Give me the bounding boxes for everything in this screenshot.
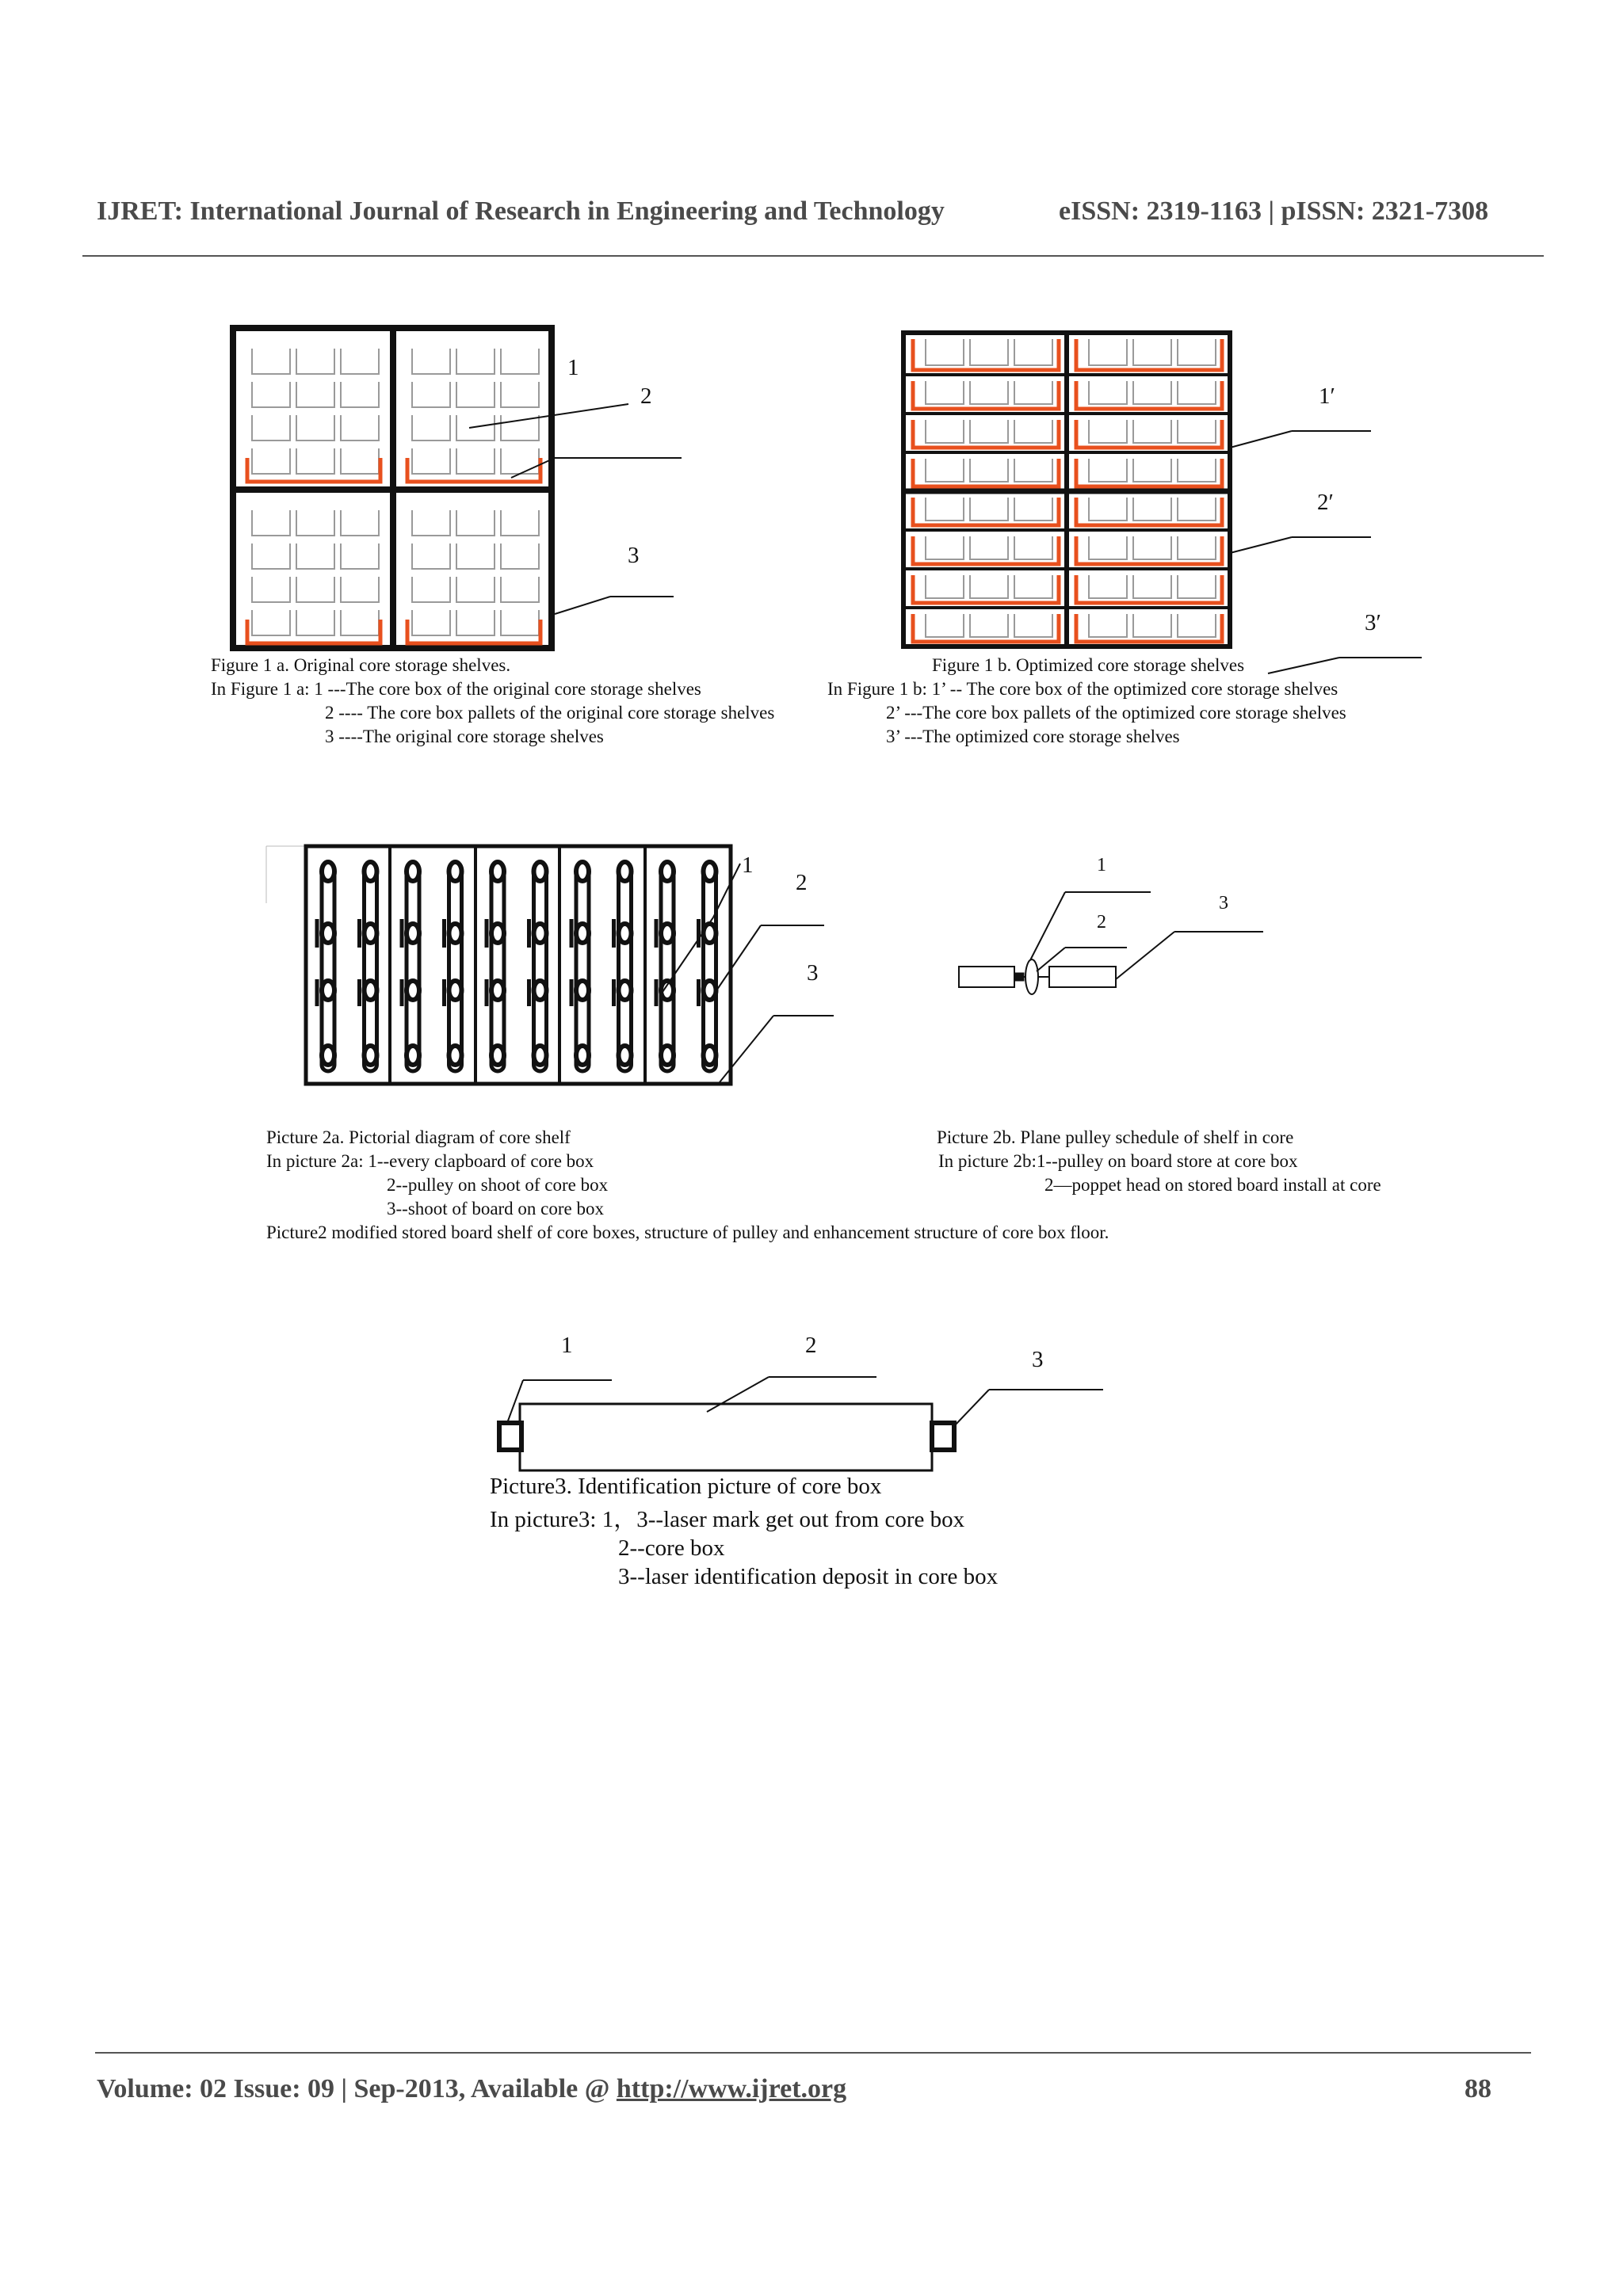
laser-mark-left <box>499 1423 521 1450</box>
core-box <box>341 415 379 441</box>
fig1b-legend-1: In Figure 1 b: 1’ -- The core box of the optimized core storage shelves <box>827 679 1338 699</box>
shoot-board <box>365 864 377 1071</box>
pulley <box>534 862 547 881</box>
pic2b-legend-2: 2—poppet head on stored board install at core <box>1044 1175 1381 1195</box>
core-box <box>501 543 539 569</box>
core-box <box>501 510 539 536</box>
leader-line-3a <box>555 597 610 614</box>
core-box <box>1133 381 1171 404</box>
core-box <box>341 577 379 602</box>
core-box <box>1133 614 1171 637</box>
core-box <box>412 543 450 569</box>
core-box <box>501 349 539 374</box>
shoot-board <box>534 864 547 1071</box>
core-box <box>412 510 450 536</box>
core-box <box>1089 459 1127 482</box>
shoot-board <box>576 864 589 1071</box>
page-number: 88 <box>1465 2074 1491 2103</box>
stored-board-right <box>1049 967 1116 987</box>
core-box <box>520 1404 932 1470</box>
pulley <box>407 862 419 881</box>
pic2a-legend-2: 2--pulley on shoot of core box <box>387 1175 609 1195</box>
footer-volume-text: Volume: 02 Issue: 09 | Sep-2013, Available @ <box>97 2074 617 2103</box>
leader-line-2a <box>511 458 555 478</box>
journal-url-link[interactable]: http://www.ijret.org <box>616 2074 847 2103</box>
core-box <box>296 349 334 374</box>
core-box <box>970 614 1008 637</box>
core-box <box>926 339 964 365</box>
core-box <box>341 610 379 635</box>
pulley <box>619 1046 632 1065</box>
core-box <box>1178 459 1216 482</box>
core-box <box>1089 498 1127 521</box>
core-box <box>926 459 964 482</box>
poppet-head <box>1014 973 1024 981</box>
pulley <box>576 981 589 1000</box>
pulley <box>704 924 716 943</box>
pulley <box>491 862 504 881</box>
pic3-legend-1: In picture3: 1，3--laser mark get out from core box <box>490 1507 965 1532</box>
pulley <box>491 924 504 943</box>
shoot-board <box>407 864 419 1071</box>
pulley <box>322 862 334 881</box>
leader-line-3 <box>954 1390 989 1426</box>
shoot-board <box>322 864 334 1071</box>
core-box <box>1089 381 1127 404</box>
header-rule <box>82 255 1544 257</box>
picture2-caption: Picture2 modified stored board shelf of core boxes, structure of pulley and enhancement structure of core box floor. <box>266 1222 1109 1242</box>
core-box <box>252 510 290 536</box>
core-box <box>1089 614 1127 637</box>
core-box <box>970 536 1008 559</box>
pulley <box>619 862 632 881</box>
pic2a-legend-3: 3--shoot of board on core box <box>387 1199 605 1219</box>
pulley <box>449 862 462 881</box>
core-box <box>456 382 495 407</box>
core-box-pallet <box>247 620 380 643</box>
core-box <box>1133 536 1171 559</box>
core-box <box>970 575 1008 598</box>
core-box-pallet <box>407 620 540 643</box>
core-box <box>296 610 334 635</box>
core-box <box>1178 339 1216 365</box>
core-box <box>970 498 1008 521</box>
core-box <box>252 415 290 441</box>
pulley <box>534 924 547 943</box>
core-box <box>456 415 495 441</box>
pulley <box>576 924 589 943</box>
core-box <box>1089 575 1127 598</box>
core-box <box>501 448 539 474</box>
pic2b-label-1: 1 <box>1097 855 1106 875</box>
fig1b-title: Figure 1 b. Optimized core storage shelves <box>932 655 1245 675</box>
core-box <box>970 459 1008 482</box>
pic3-label-2: 2 <box>805 1333 817 1358</box>
pulley <box>491 981 504 1000</box>
core-box <box>501 577 539 602</box>
core-box <box>252 543 290 569</box>
fig1a-label-3: 3 <box>628 543 640 568</box>
core-box <box>341 382 379 407</box>
fig1b-legend-2: 2’ ---The core box pallets of the optimized core storage shelves <box>886 703 1346 723</box>
core-box <box>926 498 964 521</box>
pulley <box>407 981 419 1000</box>
pic2a-legend-1: In picture 2a: 1--every clapboard of core box <box>266 1151 594 1171</box>
core-box <box>970 420 1008 443</box>
core-box <box>1089 536 1127 559</box>
core-box <box>1133 420 1171 443</box>
core-box <box>252 349 290 374</box>
core-box <box>1133 459 1171 482</box>
leader-line-2 <box>1037 948 1065 971</box>
core-box <box>926 420 964 443</box>
fig1a-title: Figure 1 a. Original core storage shelves. <box>211 655 511 675</box>
core-box <box>456 543 495 569</box>
core-box <box>501 610 539 635</box>
core-box <box>970 381 1008 404</box>
core-box <box>1014 339 1052 365</box>
core-box <box>296 543 334 569</box>
leader-line-1 <box>1030 892 1065 960</box>
footer-volume <box>97 2074 846 2104</box>
core-box <box>926 381 964 404</box>
stored-board-left <box>959 967 1014 987</box>
core-box <box>1178 381 1216 404</box>
core-box <box>456 610 495 635</box>
footer-rule <box>95 2052 1531 2054</box>
core-box <box>1089 339 1127 365</box>
pic2b-title: Picture 2b. Plane pulley schedule of shelf in core <box>937 1127 1294 1147</box>
pic3-label-1: 1 <box>561 1333 573 1358</box>
pulley <box>661 862 674 881</box>
core-box <box>501 382 539 407</box>
core-box <box>412 382 450 407</box>
core-box <box>456 577 495 602</box>
leader-line-2 <box>1230 537 1292 553</box>
core-box <box>1178 575 1216 598</box>
pulley <box>449 1046 462 1065</box>
leader-line-1 <box>1230 431 1292 448</box>
core-box <box>296 510 334 536</box>
pulley <box>322 1046 334 1065</box>
issn-info: eISSN: 2319-1163 | pISSN: 2321-7308 <box>1059 196 1489 226</box>
fig1b-legend-3: 3’ ---The optimized core storage shelves <box>886 727 1180 746</box>
leader-line-3 <box>1268 658 1339 673</box>
core-box <box>1178 614 1216 637</box>
core-box <box>1178 498 1216 521</box>
pulley <box>449 981 462 1000</box>
pic2b-legend-1: In picture 2b:1--pulley on board store at core box <box>938 1151 1298 1171</box>
fig1b-label-2: 2′ <box>1317 490 1334 515</box>
pic3-title: Picture3. Identification picture of core box <box>490 1474 882 1499</box>
core-box-pallet <box>407 458 540 482</box>
pulley <box>704 862 716 881</box>
pic2b-label-3: 3 <box>1219 893 1228 913</box>
core-box <box>341 448 379 474</box>
pulley <box>365 981 377 1000</box>
core-box <box>412 448 450 474</box>
pulley <box>449 924 462 943</box>
leader-line-2 <box>707 1377 769 1412</box>
picture-3-diagram <box>0 0 1 1</box>
pic2a-label-1: 1 <box>742 852 754 878</box>
pulley <box>704 1046 716 1065</box>
core-box <box>296 382 334 407</box>
core-box <box>1014 536 1052 559</box>
core-box <box>341 510 379 536</box>
fig1a-label-1: 1 <box>567 355 579 380</box>
core-box <box>412 577 450 602</box>
leader-line-3 <box>720 1016 773 1082</box>
core-box <box>412 415 450 441</box>
shoot-board <box>704 864 716 1071</box>
pulley <box>576 862 589 881</box>
pulley <box>407 1046 419 1065</box>
core-box <box>412 349 450 374</box>
pulley <box>365 862 377 881</box>
pulley <box>365 1046 377 1065</box>
fig1a-legend-3: 3 ----The original core storage shelves <box>325 727 604 746</box>
core-box <box>341 543 379 569</box>
pulley <box>619 981 632 1000</box>
core-box <box>456 349 495 374</box>
core-box <box>296 577 334 602</box>
pulley <box>661 1046 674 1065</box>
core-box <box>1014 381 1052 404</box>
core-box <box>1178 536 1216 559</box>
core-box <box>926 536 964 559</box>
core-box <box>1014 459 1052 482</box>
fig1b-label-3: 3′ <box>1365 610 1381 635</box>
core-box <box>252 448 290 474</box>
shoot-board <box>661 864 674 1071</box>
pulley <box>322 981 334 1000</box>
core-box <box>341 349 379 374</box>
core-box <box>926 575 964 598</box>
shoot-board <box>491 864 504 1071</box>
fig1a-legend-2: 2 ---- The core box pallets of the original core storage shelves <box>325 703 775 723</box>
shoot-board <box>449 864 462 1071</box>
journal-title: IJRET: International Journal of Research in Engineering and Technology <box>97 196 945 226</box>
core-box <box>252 610 290 635</box>
core-box <box>1133 575 1171 598</box>
pulley <box>619 924 632 943</box>
pic2b-label-2: 2 <box>1097 912 1106 933</box>
pulley <box>704 981 716 1000</box>
pulley <box>407 924 419 943</box>
fig1a-label-2: 2 <box>640 383 652 409</box>
core-box <box>926 614 964 637</box>
laser-mark-right <box>932 1423 954 1450</box>
pic2a-label-2: 2 <box>796 870 808 895</box>
pulley <box>661 924 674 943</box>
leader-line-3 <box>1116 932 1174 979</box>
core-box <box>1178 420 1216 443</box>
core-box <box>252 577 290 602</box>
core-box <box>456 448 495 474</box>
core-box-pallet <box>247 458 380 482</box>
core-box <box>296 448 334 474</box>
core-box <box>970 339 1008 365</box>
shoot-board <box>619 864 632 1071</box>
pic3-legend-3: 3--laser identification deposit in core box <box>618 1564 999 1589</box>
core-box <box>1014 420 1052 443</box>
core-box <box>1089 420 1127 443</box>
core-box <box>1133 498 1171 521</box>
fig1a-legend-1: In Figure 1 a: 1 ---The core box of the original core storage shelves <box>211 679 701 699</box>
pulley <box>322 924 334 943</box>
core-box <box>1014 498 1052 521</box>
core-box <box>456 510 495 536</box>
core-box <box>252 382 290 407</box>
core-box <box>1014 575 1052 598</box>
pulley <box>534 1046 547 1065</box>
pulley <box>534 981 547 1000</box>
pic3-legend-2: 2--core box <box>618 1535 725 1561</box>
pic2a-label-3: 3 <box>807 960 819 986</box>
pulley <box>576 1046 589 1065</box>
core-box <box>1014 614 1052 637</box>
core-box <box>1133 339 1171 365</box>
core-box <box>296 415 334 441</box>
pulley <box>1025 959 1038 994</box>
pulley <box>491 1046 504 1065</box>
fig1b-label-1: 1′ <box>1319 383 1335 409</box>
pic3-label-3: 3 <box>1032 1347 1044 1372</box>
core-box <box>412 610 450 635</box>
pulley <box>365 924 377 943</box>
pic2a-title: Picture 2a. Pictorial diagram of core shelf <box>266 1127 571 1147</box>
